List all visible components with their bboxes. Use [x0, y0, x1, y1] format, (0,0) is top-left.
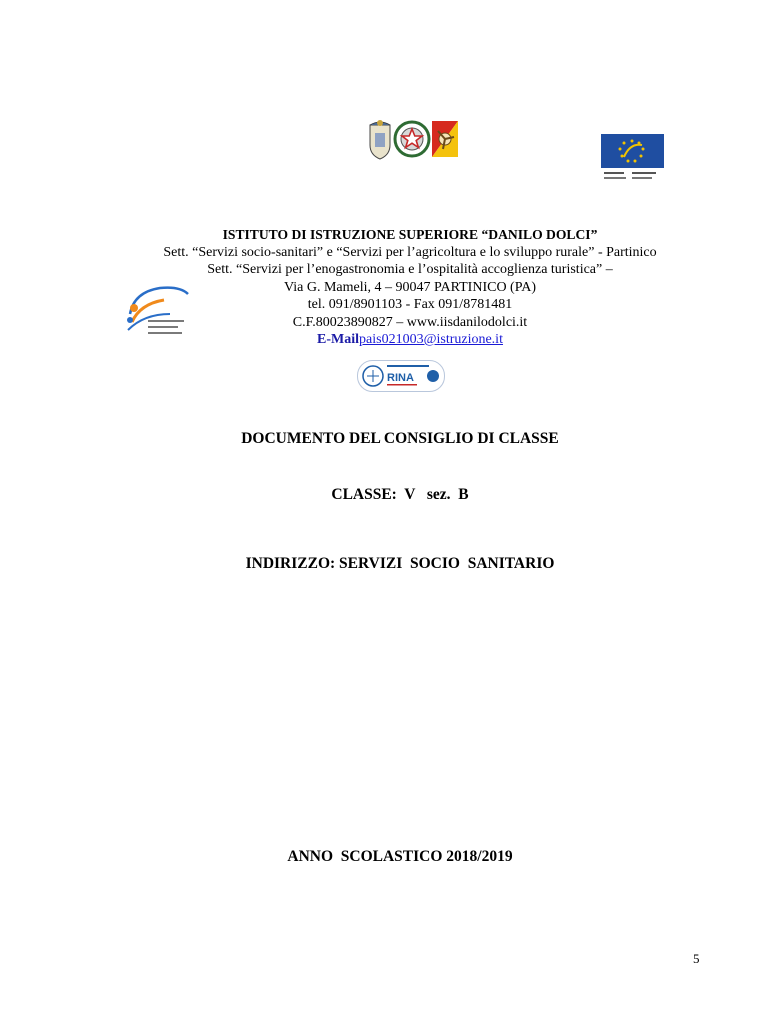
council-of-europe-logo: [600, 133, 666, 183]
emblems-graphic: [366, 117, 460, 161]
province-shield-icon: [370, 120, 390, 159]
institutional-emblems: [366, 117, 460, 161]
study-address-line: INDIRIZZO: SERVIZI SOCIO SANITARIO: [245, 555, 555, 572]
rina-certification-logo: [357, 360, 445, 392]
tax-code-website: C.F.80023890827 – www.iisdanilodolci.it: [292, 314, 528, 330]
phone-fax: tel. 091/8901103 - Fax 091/8781481: [307, 297, 513, 312]
email-line: [100, 331, 720, 349]
email-link[interactable]: pais021003@istruzione.it: [359, 332, 503, 347]
rina-logo-icon: [357, 360, 445, 392]
eu-flag-icon: [600, 133, 666, 183]
email-label: E-Mail: [317, 332, 360, 347]
rina-label: RINA: [387, 372, 414, 384]
page-number: 5: [693, 951, 700, 966]
italian-republic-emblem-icon: [395, 122, 429, 156]
sectors-line-1: Sett. “Servizi socio-sanitari” e “Servizi per l’agricoltura e lo sviluppo rurale” - Partinico: [163, 244, 657, 260]
sicily-flag-icon: [432, 121, 458, 157]
document-title: DOCUMENTO DEL CONSIGLIO DI CLASSE: [241, 430, 559, 447]
school-address: Via G. Mameli, 4 – 90047 PARTINICO (PA): [283, 279, 536, 295]
sectors-line-2: Sett. “Servizi per l’enogastronomia e l’ospitalità accoglienza turistica” –: [207, 262, 613, 277]
school-name: ISTITUTO DI ISTRUZIONE SUPERIORE “DANILO DOLCI”: [222, 227, 598, 242]
letterhead: [100, 226, 720, 349]
class-section-line: CLASSE: V sez. B: [331, 486, 469, 503]
school-year-line: ANNO SCOLASTICO 2018/2019: [287, 848, 513, 865]
